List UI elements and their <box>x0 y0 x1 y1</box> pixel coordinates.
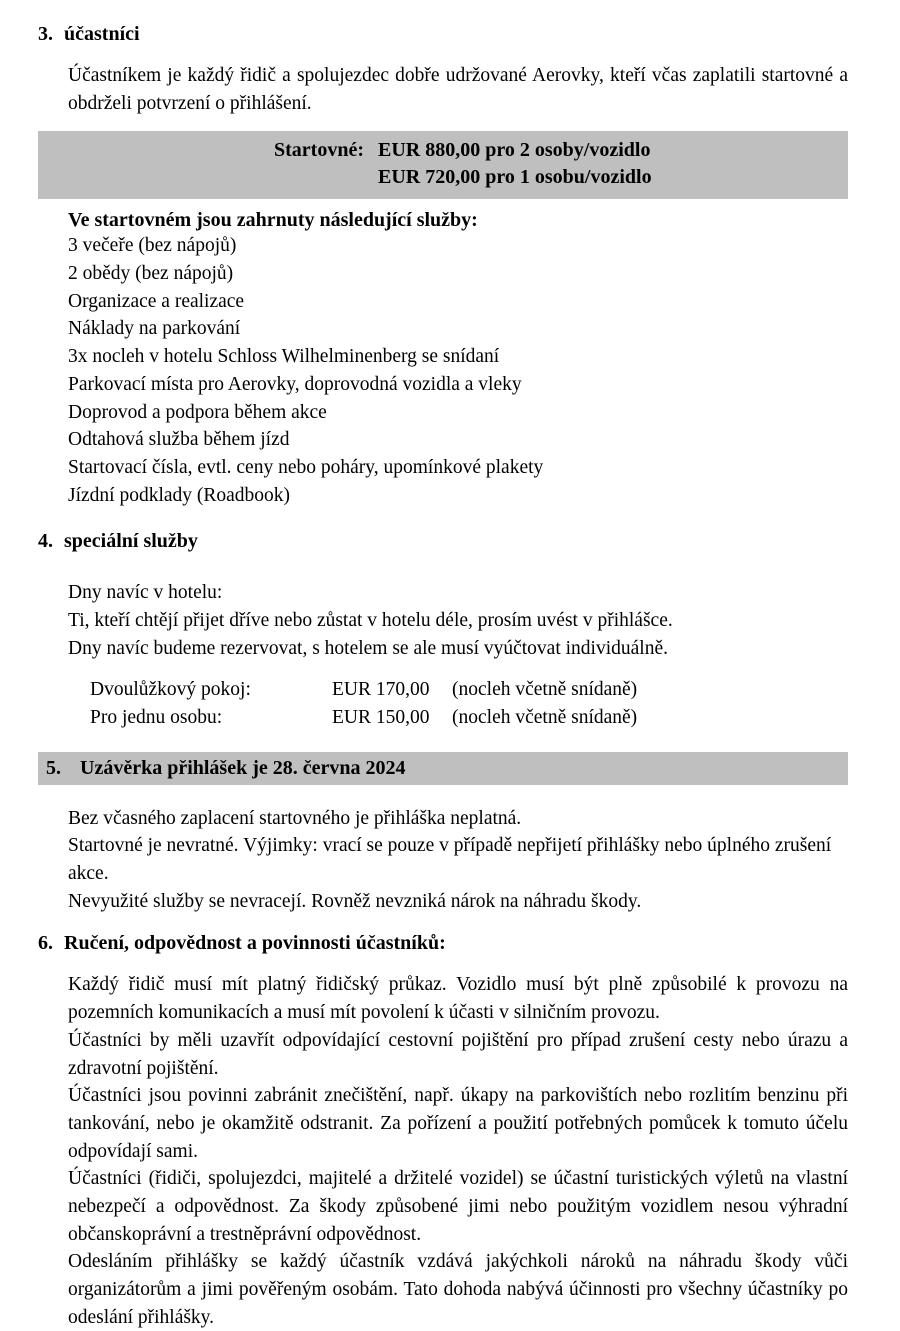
section-heading-4 <box>38 529 848 553</box>
extra-nights-price-table <box>90 676 848 731</box>
price-note: (nocleh včetně snídaně) <box>452 707 638 728</box>
list-item: Parkovací místa pro Aerovky, doprovodná vozidla a vleky <box>68 373 522 395</box>
price-note: (nocleh včetně snídaně) <box>452 679 638 701</box>
price-label: Dvoulůžkový pokoj: <box>90 679 251 701</box>
text-line: Startovné je nevratné. Výjimky: vrací se pouze v případě nepřijetí přihlášky nebo úplného zrušení akce. <box>68 835 832 885</box>
list-item: 3 večeře (bez nápojů) <box>68 235 237 257</box>
section-6-paragraphs <box>68 971 848 1331</box>
section-title: účastníci <box>64 23 140 45</box>
list-item: Startovací čísla, evtl. ceny nebo poháry, upomínkové plakety <box>68 456 544 478</box>
entry-fee-label-empty <box>38 164 378 191</box>
entry-fee-box <box>38 131 848 199</box>
text-line: Dny navíc budeme rezervovat, s hotelem se ale musí vyúčtovat individuálně. <box>68 637 668 659</box>
paragraph: Odesláním přihlášky se každý účastník vzdává jakýchkoli nároků na náhradu škody vůči organizátorům a jimi pověřeným osobám. Tato dohoda nabývá účinnosti pro všechny účastníky po odeslání přihlášky. <box>68 1251 848 1328</box>
section-title: speciální služby <box>64 530 198 553</box>
list-item: Odtahová služba během jízd <box>68 429 290 451</box>
paragraph: Každý řidič musí mít platný řidičský průkaz. Vozidlo musí být plně způsobilé k provozu na pozemních komunikacích a musí mít povolení k účasti v silničním provozu. <box>68 974 848 1024</box>
section-number: 5. <box>46 756 61 779</box>
entry-fee-row-1 <box>38 137 848 164</box>
section-heading-6 <box>38 931 848 955</box>
table-row <box>90 676 848 704</box>
paragraph: Účastníci by měli uzavřít odpovídající cestovní pojištění pro případ zrušení cesty nebo úrazu a zdravotní pojištění. <box>68 1029 848 1079</box>
section-heading-3 <box>38 22 848 46</box>
text-line: Bez včasného zaplacení startovného je přihláška neplatná. <box>68 807 522 829</box>
list-item: Jízdní podklady (Roadbook) <box>68 484 291 506</box>
section-3-intro-paragraph: Účastníkem je každý řidič a spolujezdec dobře udržované Aerovky, kteří včas zaplatili startovné a obdrželi potvrzení o přihlášení. <box>68 65 848 114</box>
entry-fee-label: Startovné: <box>274 139 364 162</box>
section-title: Ručení, odpovědnost a povinnosti účastníků: <box>64 932 446 955</box>
list-item: Doprovod a podpora během akce <box>68 401 327 423</box>
section-5-lines <box>68 805 848 916</box>
price-label: Pro jednu osobu: <box>90 707 223 728</box>
entry-fee-value-one-person: EUR 720,00 pro 1 osobu/vozidlo <box>378 166 652 189</box>
section-heading-5 <box>38 752 848 785</box>
list-item: 2 obědy (bez nápojů) <box>68 263 234 285</box>
paragraph: Účastníci jsou povinni zabránit znečištění, např. úkapy na parkovištích nebo rozlitím benzinu při tankování, nebo je okamžitě odstranit. Za pořízení a použití potřebných pomůcek k tomuto účelu odpovídají sami. <box>68 1085 848 1162</box>
text-line: Nevyužité služby se nevracejí. Rovněž nevzniká nárok na náhradu škody. <box>68 890 642 912</box>
included-services-list <box>68 232 848 509</box>
section-4-lines <box>68 579 848 662</box>
text-line: Ti, kteří chtějí přijet dříve nebo zůstat v hotelu déle, prosím uvést v přihlášce. <box>68 609 673 631</box>
paragraph: Účastníci (řidiči, spolujezdci, majitelé a držitelé vozidel) se účastní turistických výletů na vlastní nebezpečí a odpovědnost. Za škody způsobené jimi nebo použitým vozidlem nesou výhradní občanskoprávní a trestněprávní odpovědnost. <box>68 1168 848 1245</box>
section-number: 6. <box>38 932 53 955</box>
price-value: EUR 170,00 <box>332 679 430 701</box>
section-title: Uzávěrka přihlášek je 28. června 2024 <box>80 756 406 779</box>
entry-fee-row-2 <box>38 164 848 191</box>
price-value: EUR 150,00 <box>332 707 430 728</box>
list-item: Náklady na parkování <box>68 318 241 340</box>
text-line: Dny navíc v hotelu: <box>68 582 223 604</box>
section-number: 4. <box>38 530 53 553</box>
entry-fee-value-two-persons: EUR 880,00 pro 2 osoby/vozidlo <box>378 139 651 162</box>
list-item: 3x nocleh v hotelu Schloss Wilhelminenberg se snídaní <box>68 346 500 368</box>
list-item: Organizace a realizace <box>68 290 245 312</box>
included-services-title: Ve startovném jsou zahrnuty následující služby: <box>68 209 478 232</box>
section-number: 3. <box>38 23 53 45</box>
table-row <box>90 704 848 732</box>
